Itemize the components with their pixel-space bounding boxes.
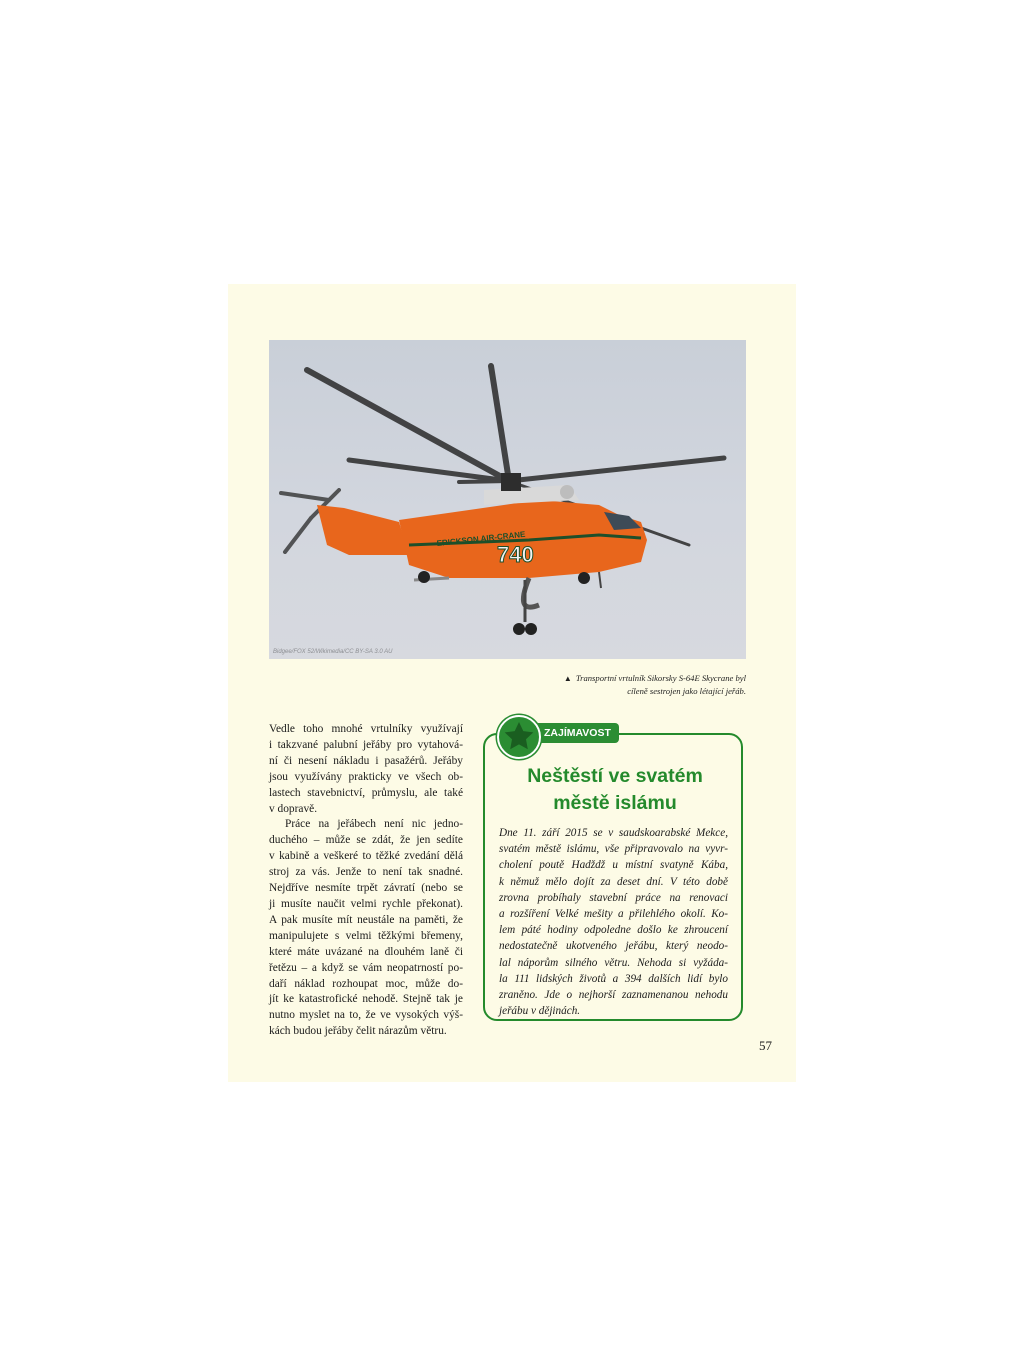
body-line: v dopravě. bbox=[269, 802, 318, 815]
body-line: A pak musíte mít neustále na paměti, že bbox=[269, 913, 463, 926]
body-line: v kabině a veškeré to těžké zvedání dělá bbox=[269, 850, 463, 863]
body-line: daří náklad rozhoupat moc, může do- bbox=[269, 977, 463, 990]
fact-box-line: zrovna probíhaly stavební práce na renovaci bbox=[499, 891, 728, 904]
helicopter-photo bbox=[269, 340, 746, 659]
caption-text: Transportní vrtulník Sikorsky S-64E Skycrane byl bbox=[575, 673, 746, 683]
livery-text: ERICKSON AIR-CRANE bbox=[436, 529, 526, 548]
body-line: jsou využívány prakticky ve všech ob- bbox=[269, 770, 463, 783]
body-line: Práce na jeřábech není nic jedno- bbox=[285, 818, 463, 831]
book-page bbox=[228, 284, 796, 1082]
fact-box-line: svatém městě islámu, vše připravovalo na vyvr- bbox=[499, 843, 728, 856]
caption-marker-icon: ▲ bbox=[563, 674, 572, 683]
fact-box-line: nedostatečně ukotveného jeřábu, který neodo- bbox=[499, 940, 728, 953]
body-line: duchého – může se zdát, že jen sedíte bbox=[269, 834, 463, 847]
fact-box-line: zraněno. Jde o nejhorší zaznamenanou nehodu bbox=[499, 989, 728, 1002]
fact-box-line: la 111 lidských životů a 394 dalších lidí bylo bbox=[499, 972, 728, 985]
fact-box-line: lal náporům silného větru. Nehoda si vyžáda- bbox=[499, 956, 728, 969]
body-line: lastech stavebnictví, průmyslu, ale také bbox=[269, 786, 463, 799]
body-line: kách budou jeřáby čelit nárazům větru. bbox=[269, 1025, 447, 1038]
body-line: Nejdříve nesmíte trpět závratí (nebo se bbox=[269, 882, 463, 895]
caption-line: cíleně sestrojen jako létající jeřáb. bbox=[627, 686, 746, 696]
fact-box-line: a rozšíření Velké mešity a přilehlého okolí. Ko- bbox=[499, 908, 728, 921]
tail-number: 740 bbox=[497, 542, 534, 567]
fact-box-title-line: Neštěstí ve svatém bbox=[527, 765, 703, 787]
body-line: ji musíte naučit velmi rychle překonat). bbox=[269, 897, 463, 910]
fact-box-line: k němuž mělo dojít za deset dní. V této době bbox=[499, 875, 728, 888]
page-number: 57 bbox=[759, 1038, 772, 1053]
fact-box-label: ZAJÍMAVOST bbox=[530, 723, 619, 743]
photo-caption bbox=[464, 672, 746, 697]
fact-box-text bbox=[499, 825, 728, 1019]
fact-box-line: jeřábu v dějinách. bbox=[499, 1005, 581, 1018]
body-line: Vedle toho mnohé vrtulníky využívají bbox=[269, 723, 463, 735]
helicopter-illustration bbox=[269, 340, 746, 659]
body-line: i takzvané palubní jeřáby pro vytahová- bbox=[269, 738, 463, 751]
caption-line bbox=[464, 672, 746, 685]
fact-box-badge bbox=[497, 715, 541, 759]
body-column bbox=[269, 722, 463, 1040]
fact-box-line: cholení poutě Hadždž u místní svatyně Kába, bbox=[499, 859, 728, 872]
fact-box-title-line: městě islámu bbox=[553, 792, 677, 814]
body-line: ní či nesení nákladu i pasažérů. Jeřáby bbox=[269, 754, 463, 767]
body-line: jít ke katastrofické nehodě. Stejně tak je bbox=[269, 993, 463, 1006]
body-line: nutno myslet na to, že ve vysokých výš- bbox=[269, 1009, 463, 1022]
body-line: manipulujete s velmi těžkými břemeny, bbox=[269, 929, 463, 942]
fact-box-line: lem páté hodiny odpoledne došlo ke zhroucení bbox=[499, 924, 728, 937]
photo-credit: Bidgee/FOX 52/Wikimedia/CC BY-SA 3.0 AU bbox=[273, 649, 393, 655]
body-line: stroj za vás. Jenže to není tak snadné. bbox=[269, 866, 463, 879]
body-line: které máte uvázané na dlouhém laně či bbox=[269, 945, 463, 958]
star-icon bbox=[499, 717, 539, 757]
body-line: řetězu – a když se vám neopatrností po- bbox=[269, 961, 463, 974]
fact-box-line: Dne 11. září 2015 se v saudskoarabské Mekce, bbox=[499, 827, 728, 839]
fact-box-title bbox=[490, 763, 740, 817]
